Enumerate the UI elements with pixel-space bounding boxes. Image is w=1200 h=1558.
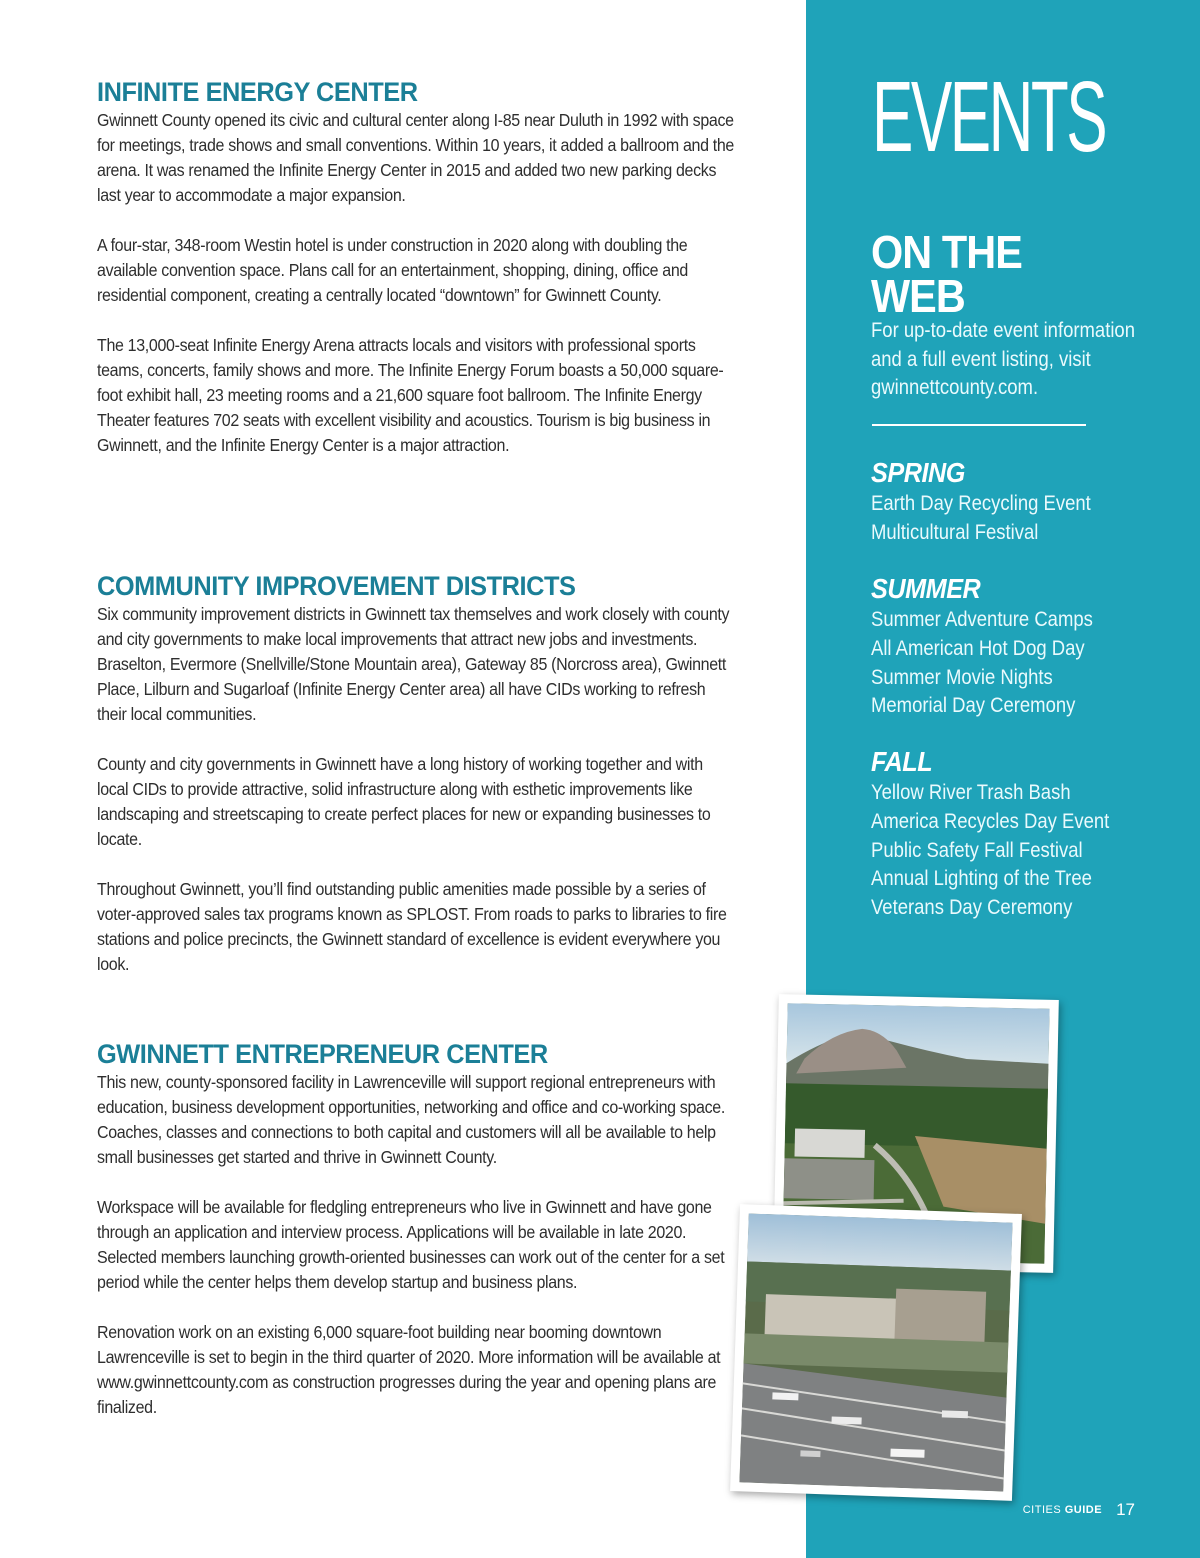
page-number: 17: [1116, 1500, 1135, 1519]
section-title: INFINITE ENERGY CENTER: [97, 77, 418, 107]
event-item: Yellow River Trash Bash: [871, 781, 1071, 804]
section-gwinnett-entrepreneur-center: [97, 1038, 737, 1445]
paragraph: Throughout Gwinnett, you’ll find outstanding public amenities made possible by a series of voter-approved sales tax programs known as SPLOST. From roads to parks to libraries to fire stations and police precincts, the Gwinnett standard of excellence is evident everywhere you look.: [97, 879, 727, 974]
event-item: Multicultural Festival: [871, 520, 1039, 544]
on-the-web-line1: ON THE: [871, 226, 1023, 278]
event-item: Memorial Day Ceremony: [871, 694, 1076, 718]
fall-events-list: [871, 779, 1142, 923]
paragraph: Six community improvement districts in Gwinnett tax themselves and work closely with county and city governments to make local improvements that attract new jobs and investments. Braselton, Evermore (Snellville/Stone Mountain area), Gateway 85 (Norcross area), Gwinnett Place, Lilburn and Sugarloaf (Infinite Energy Center area) all have CIDs working to refresh their local communities.: [97, 604, 730, 724]
event-item: Public Safety Fall Festival: [871, 838, 1083, 862]
section-community-improvement-districts: [97, 570, 737, 1002]
highway-aerial-image: [739, 1213, 1012, 1491]
paragraph: A four-star, 348-room Westin hotel is under construction in 2020 along with doubling the available convention space. Plans call for an entertainment, shopping, dining, office and residential component, creating a centrally located “downtown” for Gwinnett County.: [97, 235, 688, 305]
season-spring-heading: SPRING: [871, 457, 965, 488]
event-item: America Recycles Day Event: [871, 809, 1110, 833]
event-item: Summer Movie Nights: [871, 665, 1053, 689]
spring-events-list: [871, 490, 1121, 548]
on-the-web-heading: [871, 226, 1023, 322]
paragraph: The 13,000-seat Infinite Energy Arena attracts locals and visitors with professional sports teams, concerts, family shows and more. The Infinite Energy Forum boasts a 50,000 square-foot exhibit hall, 23 meeting rooms and a 21,600 square foot ballroom. The Infinite Energy Theater features 702 seats with excellent visibility and acoustics. Tourism is big business in Gwinnett, and the Infinite Energy Center is a major attraction.: [97, 335, 724, 455]
publication-name: [1023, 1504, 1102, 1516]
event-item: Earth Day Recycling Event: [871, 492, 1091, 515]
events-title: EVENTS: [872, 61, 1106, 173]
event-item: Annual Lighting of the Tree: [871, 867, 1092, 891]
season-fall-heading: FALL: [871, 746, 933, 777]
section-title: COMMUNITY IMPROVEMENT DISTRICTS: [97, 571, 576, 601]
event-item: Summer Adventure Camps: [871, 608, 1093, 631]
section-title: GWINNETT ENTREPRENEUR CENTER: [97, 1039, 548, 1069]
paragraph: Renovation work on an existing 6,000 square-foot building near booming downtown Lawrenceville is set to begin in the third quarter of 2020. More information will be available at www.gwinnettcounty.com as construction progresses during the year and opening plans are finalized.: [97, 1322, 721, 1417]
page-footer: [1023, 1500, 1135, 1520]
divider: [872, 424, 1086, 426]
publication-name-light: CITIES: [1022, 1504, 1062, 1516]
event-item: Veterans Day Ceremony: [871, 896, 1073, 920]
paragraph: This new, county-sponsored facility in Lawrenceville will support regional entrepreneurs with education, business development opportunities, networking and office and co-working space. Coaches, classes and connections to both capital and customers will all be available to help small businesses get started and thrive in Gwinnett County.: [97, 1072, 725, 1167]
publication-name-bold: GUIDE: [1064, 1504, 1103, 1516]
summer-events-list: [871, 606, 1123, 721]
season-summer-heading: SUMMER: [871, 573, 981, 604]
aerial-photo-highway-center: [730, 1204, 1022, 1501]
event-item: All American Hot Dog Day: [871, 636, 1085, 660]
section-infinite-energy-center: [97, 76, 737, 483]
on-the-web-line2: WEB: [871, 270, 965, 322]
on-the-web-text: For up-to-date event information and a full event listing, visit gwinnettcounty.com.: [871, 319, 1135, 399]
paragraph: County and city governments in Gwinnett have a long history of working together and with local CIDs to provide attractive, solid infrastructure along with esthetic improvements like landscaping and streetscaping to create perfect places for new or expanding businesses to locate.: [97, 754, 711, 849]
paragraph: Workspace will be available for fledgling entrepreneurs who live in Gwinnett and have gone through an application and interview process. Applications will be available in late 2020. Selected members launching growth-oriented businesses can work out of the center for a set period while the center helps them develop startup and business plans.: [97, 1197, 725, 1292]
paragraph: Gwinnett County opened its civic and cultural center along I-85 near Duluth in 1992 with space for meetings, trade shows and small conventions. Within 10 years, it added a ballroom and the arena. It was renamed the Infinite Energy Center in 2015 and added two new parking decks last year to accommodate a major expansion.: [97, 110, 734, 205]
